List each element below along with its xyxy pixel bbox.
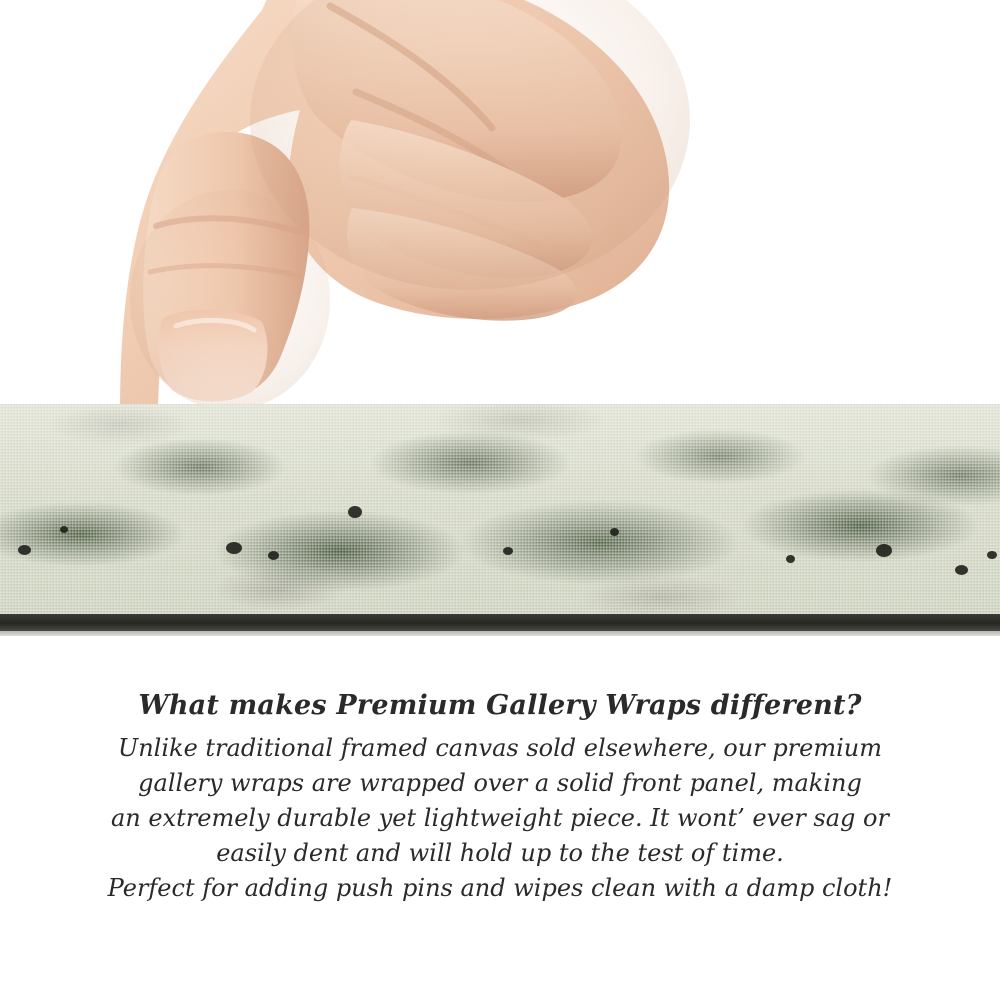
canvas-texture-surface xyxy=(0,404,1000,614)
caption-line-4: easily dent and will hold up to the test of time. xyxy=(216,839,784,867)
caption-line-1: Unlike traditional framed canvas sold elsewhere, our premium xyxy=(117,734,882,762)
canvas-speck xyxy=(268,551,279,560)
canvas-speck xyxy=(503,547,513,555)
canvas-drop-shadow xyxy=(0,631,1000,636)
canvas-speck xyxy=(18,545,31,555)
canvas-speck xyxy=(348,506,362,518)
canvas-speck xyxy=(60,526,68,533)
canvas-speck xyxy=(955,565,968,575)
caption-line-3: an extremely durable yet lightweight piece. It wont’ ever sag or xyxy=(111,804,889,832)
canvas-speck xyxy=(786,555,795,563)
caption-heading: What makes Premium Gallery Wraps different? xyxy=(138,690,862,721)
canvas-edge-dark-band xyxy=(0,614,1000,631)
canvas-speck xyxy=(987,551,997,559)
hand-photo xyxy=(0,0,1000,410)
canvas-speck xyxy=(610,528,619,536)
canvas-speck xyxy=(876,544,892,557)
canvas-speck xyxy=(226,542,242,554)
caption-block xyxy=(0,690,1000,906)
caption-line-2: gallery wraps are wrapped over a solid front panel, making xyxy=(138,769,862,797)
canvas-edge-strip xyxy=(0,404,1000,636)
hand-illustration xyxy=(0,0,1000,410)
hand-shadow-overlay-2 xyxy=(130,190,330,410)
caption-line-5: Perfect for adding push pins and wipes clean with a damp cloth! xyxy=(107,874,893,902)
